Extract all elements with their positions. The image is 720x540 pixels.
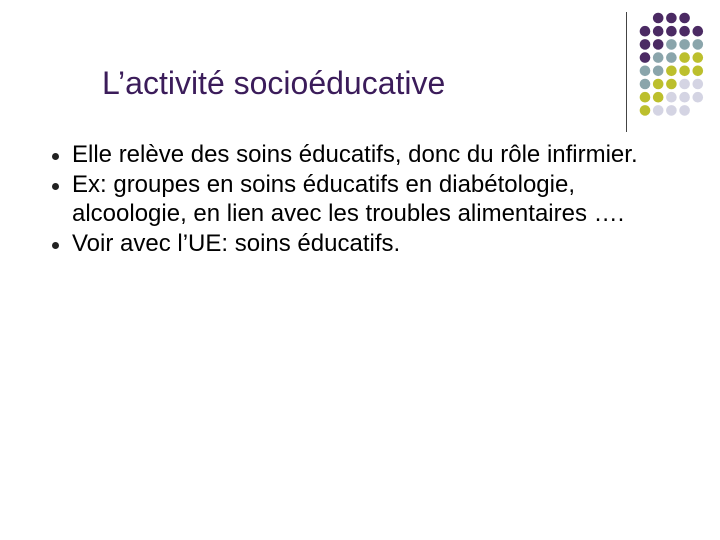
decorative-dot-grid [638, 10, 720, 120]
decorative-dot [693, 26, 704, 37]
decorative-dot [679, 105, 690, 116]
decorative-dot [666, 52, 677, 63]
decorative-dot [640, 52, 651, 63]
decorative-dot [653, 52, 664, 63]
bullet-text: Ex: groupes en soins éducatifs en diabétologie, alcoologie, en lien avec les troubles alimentaires …. [72, 170, 625, 227]
decorative-dot [640, 79, 651, 90]
decorative-dot [653, 13, 664, 24]
decorative-dot [679, 26, 690, 37]
decorative-dot [640, 26, 651, 37]
bullet-dot-icon [52, 183, 59, 190]
decorative-dot [666, 105, 677, 116]
decorative-dot [693, 39, 704, 50]
decorative-dot [693, 79, 704, 90]
decorative-dot [653, 66, 664, 77]
decorative-dot [679, 79, 690, 90]
decorative-dot [640, 105, 651, 116]
decorative-dot [679, 39, 690, 50]
decorative-dot [693, 66, 704, 77]
decorative-dot [679, 66, 690, 77]
bullet-dot-icon [52, 242, 59, 249]
bullet-item [52, 170, 692, 229]
decorative-dot [653, 39, 664, 50]
decorative-dot [666, 79, 677, 90]
bullet-item [52, 229, 692, 259]
bullet-list [52, 140, 692, 258]
bullet-item [52, 140, 692, 170]
decorative-dot [679, 13, 690, 24]
slide-title: L’activité socioéducative [102, 65, 446, 101]
decorative-dot [640, 39, 651, 50]
decorative-dot [666, 26, 677, 37]
decorative-dot [640, 66, 651, 77]
decorative-dot [640, 92, 651, 103]
bullet-text: Voir avec l’UE: soins éducatifs. [72, 229, 401, 257]
decorative-dot [653, 79, 664, 90]
decorative-dot [666, 39, 677, 50]
decorative-dot [666, 13, 677, 24]
decorative-dot [679, 52, 690, 63]
bullet-text: Elle relève des soins éducatifs, donc du rôle infirmier. [72, 141, 638, 168]
decorative-dot [693, 52, 704, 63]
decorative-dot [666, 66, 677, 77]
decorative-dot [693, 92, 704, 103]
decorative-dot [679, 92, 690, 103]
decorative-dot [666, 92, 677, 103]
decorative-dot [653, 105, 664, 116]
decorative-divider [626, 12, 627, 132]
bullet-dot-icon [52, 153, 59, 160]
decorative-dot [653, 92, 664, 103]
decorative-dot [653, 26, 664, 37]
